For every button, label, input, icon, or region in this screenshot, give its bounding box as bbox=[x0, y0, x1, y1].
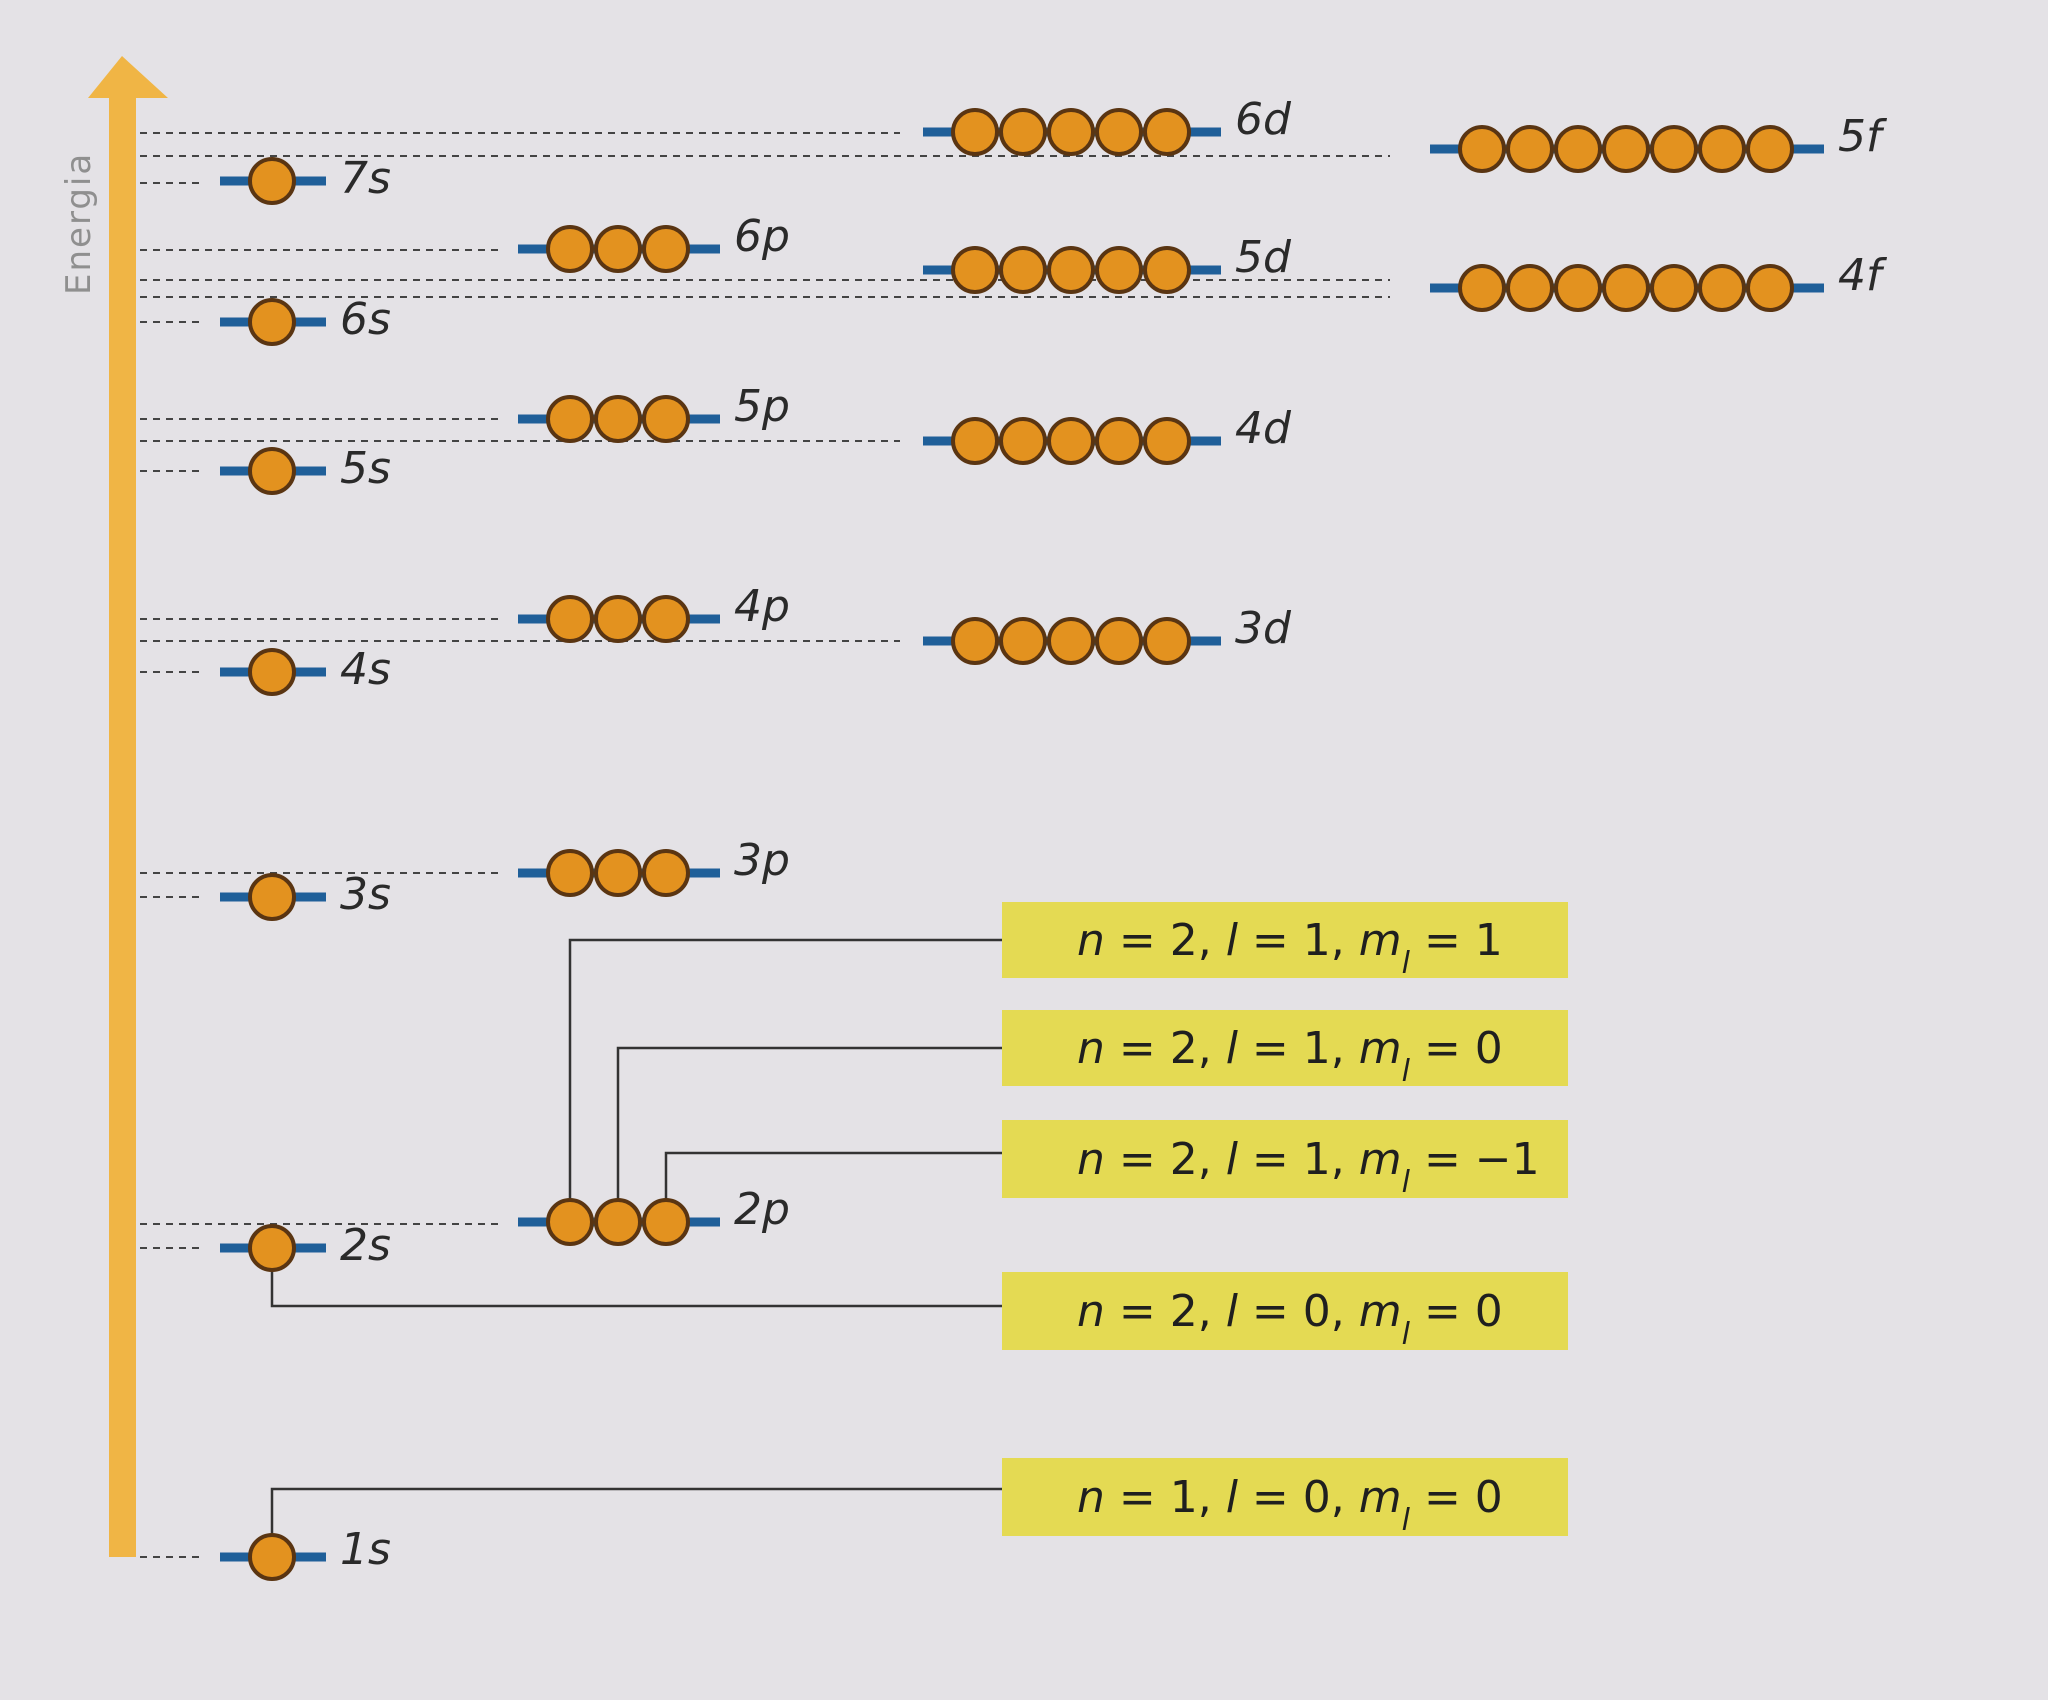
orbital-5p-3 bbox=[644, 397, 688, 441]
orbital-3p-2 bbox=[596, 851, 640, 895]
orbital-1s-1 bbox=[250, 1535, 294, 1579]
orbital-5f-7 bbox=[1748, 127, 1792, 171]
orbital-5d-5 bbox=[1145, 248, 1189, 292]
orbital-label-6s: 6s bbox=[340, 294, 391, 345]
orbital-7s-1 bbox=[250, 159, 294, 203]
orbital-5f-2 bbox=[1508, 127, 1552, 171]
level-3s bbox=[220, 869, 391, 920]
connector-line bbox=[272, 1270, 1002, 1306]
orbital-5f-5 bbox=[1652, 127, 1696, 171]
orbital-4d-3 bbox=[1049, 419, 1093, 463]
level-5p bbox=[518, 381, 790, 441]
quantum-box-1 bbox=[1002, 902, 1568, 981]
quantum-numbers-text: n = 2, l = 1, $m_l = 1$ bbox=[1077, 915, 1503, 981]
orbital-6p-2 bbox=[596, 227, 640, 271]
orbital-3d-4 bbox=[1097, 619, 1141, 663]
level-5s bbox=[220, 443, 391, 494]
level-6p bbox=[518, 211, 790, 271]
orbital-5d-3 bbox=[1049, 248, 1093, 292]
energy-axis-label: Energia bbox=[59, 151, 99, 295]
orbital-3d-1 bbox=[953, 619, 997, 663]
orbital-label-4p: 4p bbox=[734, 581, 790, 632]
orbital-label-4d: 4d bbox=[1235, 403, 1291, 454]
orbital-3p-1 bbox=[548, 851, 592, 895]
orbital-label-4f: 4f bbox=[1838, 250, 1882, 301]
quantum-box-3 bbox=[1002, 1120, 1568, 1200]
orbital-4f-6 bbox=[1700, 266, 1744, 310]
orbital-6p-1 bbox=[548, 227, 592, 271]
orbital-6d-4 bbox=[1097, 110, 1141, 154]
orbital-4f-1 bbox=[1460, 266, 1504, 310]
orbital-4d-2 bbox=[1001, 419, 1045, 463]
orbital-2p-3 bbox=[644, 1200, 688, 1244]
orbital-3p-3 bbox=[644, 851, 688, 895]
orbital-6d-3 bbox=[1049, 110, 1093, 154]
orbital-label-2s: 2s bbox=[340, 1220, 391, 1271]
connector-line bbox=[618, 1048, 1002, 1200]
level-3d bbox=[923, 603, 1292, 663]
connector-line bbox=[570, 940, 1002, 1200]
level-4p bbox=[518, 581, 790, 641]
orbital-3d-3 bbox=[1049, 619, 1093, 663]
orbital-6d-5 bbox=[1145, 110, 1189, 154]
orbital-label-4s: 4s bbox=[340, 644, 391, 695]
orbital-4f-2 bbox=[1508, 266, 1552, 310]
level-4f bbox=[1430, 250, 1888, 310]
quantum-numbers-text: n = 2, l = 1, $m_l = -1$ bbox=[1077, 1134, 1540, 1200]
orbital-2p-1 bbox=[548, 1200, 592, 1244]
orbital-4d-4 bbox=[1097, 419, 1141, 463]
quantum-box-5 bbox=[1002, 1458, 1568, 1538]
connector-line bbox=[666, 1153, 1002, 1200]
orbital-levels bbox=[220, 94, 1888, 1579]
orbital-5p-1 bbox=[548, 397, 592, 441]
orbital-5d-2 bbox=[1001, 248, 1045, 292]
quantum-numbers-text: n = 2, l = 0, $m_l = 0$ bbox=[1077, 1286, 1503, 1352]
orbital-6s-1 bbox=[250, 300, 294, 344]
orbital-2p-2 bbox=[596, 1200, 640, 1244]
quantum-numbers-text: n = 2, l = 1, $m_l = 0$ bbox=[1077, 1023, 1503, 1089]
orbital-5f-1 bbox=[1460, 127, 1504, 171]
quantum-numbers-text: n = 1, l = 0, $m_l = 0$ bbox=[1077, 1472, 1503, 1538]
orbital-6d-1 bbox=[953, 110, 997, 154]
orbital-5f-3 bbox=[1556, 127, 1600, 171]
orbital-label-6d: 6d bbox=[1235, 94, 1291, 145]
quantum-box-4 bbox=[1002, 1272, 1568, 1352]
orbital-label-7s: 7s bbox=[340, 153, 391, 204]
orbital-4d-1 bbox=[953, 419, 997, 463]
orbital-3d-2 bbox=[1001, 619, 1045, 663]
orbital-4f-7 bbox=[1748, 266, 1792, 310]
orbital-label-5s: 5s bbox=[340, 443, 391, 494]
orbital-3d-5 bbox=[1145, 619, 1189, 663]
orbital-label-2p: 2p bbox=[734, 1184, 790, 1235]
orbital-label-3s: 3s bbox=[340, 869, 391, 920]
level-5f bbox=[1430, 111, 1888, 171]
orbital-4f-4 bbox=[1604, 266, 1648, 310]
quantum-number-boxes bbox=[1002, 902, 1568, 1538]
orbital-label-3p: 3p bbox=[734, 835, 790, 886]
level-5d bbox=[923, 232, 1292, 292]
quantum-box-2 bbox=[1002, 1010, 1568, 1089]
orbital-label-3d: 3d bbox=[1235, 603, 1291, 654]
level-6d bbox=[923, 94, 1292, 154]
orbital-5d-1 bbox=[953, 248, 997, 292]
level-7s bbox=[220, 153, 391, 204]
level-1s bbox=[220, 1524, 391, 1579]
orbital-3s-1 bbox=[250, 875, 294, 919]
orbital-4s-1 bbox=[250, 650, 294, 694]
energy-axis-arrow bbox=[88, 56, 168, 1557]
orbital-label-5f: 5f bbox=[1838, 111, 1882, 162]
orbital-5p-2 bbox=[596, 397, 640, 441]
orbital-4p-1 bbox=[548, 597, 592, 641]
level-4s bbox=[220, 644, 391, 695]
orbital-6p-3 bbox=[644, 227, 688, 271]
orbital-label-1s: 1s bbox=[340, 1524, 391, 1575]
orbital-4p-3 bbox=[644, 597, 688, 641]
orbital-label-5d: 5d bbox=[1235, 232, 1291, 283]
level-2p bbox=[518, 1184, 790, 1244]
orbital-2s-1 bbox=[250, 1226, 294, 1270]
orbital-6d-2 bbox=[1001, 110, 1045, 154]
orbital-5f-4 bbox=[1604, 127, 1648, 171]
orbital-5d-4 bbox=[1097, 248, 1141, 292]
orbital-4p-2 bbox=[596, 597, 640, 641]
orbital-4d-5 bbox=[1145, 419, 1189, 463]
orbital-5s-1 bbox=[250, 449, 294, 493]
level-2s bbox=[220, 1220, 391, 1271]
level-4d bbox=[923, 403, 1292, 463]
orbital-4f-3 bbox=[1556, 266, 1600, 310]
level-3p bbox=[518, 835, 790, 895]
orbital-label-6p: 6p bbox=[734, 211, 790, 262]
orbital-5f-6 bbox=[1700, 127, 1744, 171]
orbital-4f-5 bbox=[1652, 266, 1696, 310]
orbital-label-5p: 5p bbox=[734, 381, 790, 432]
level-6s bbox=[220, 294, 391, 345]
